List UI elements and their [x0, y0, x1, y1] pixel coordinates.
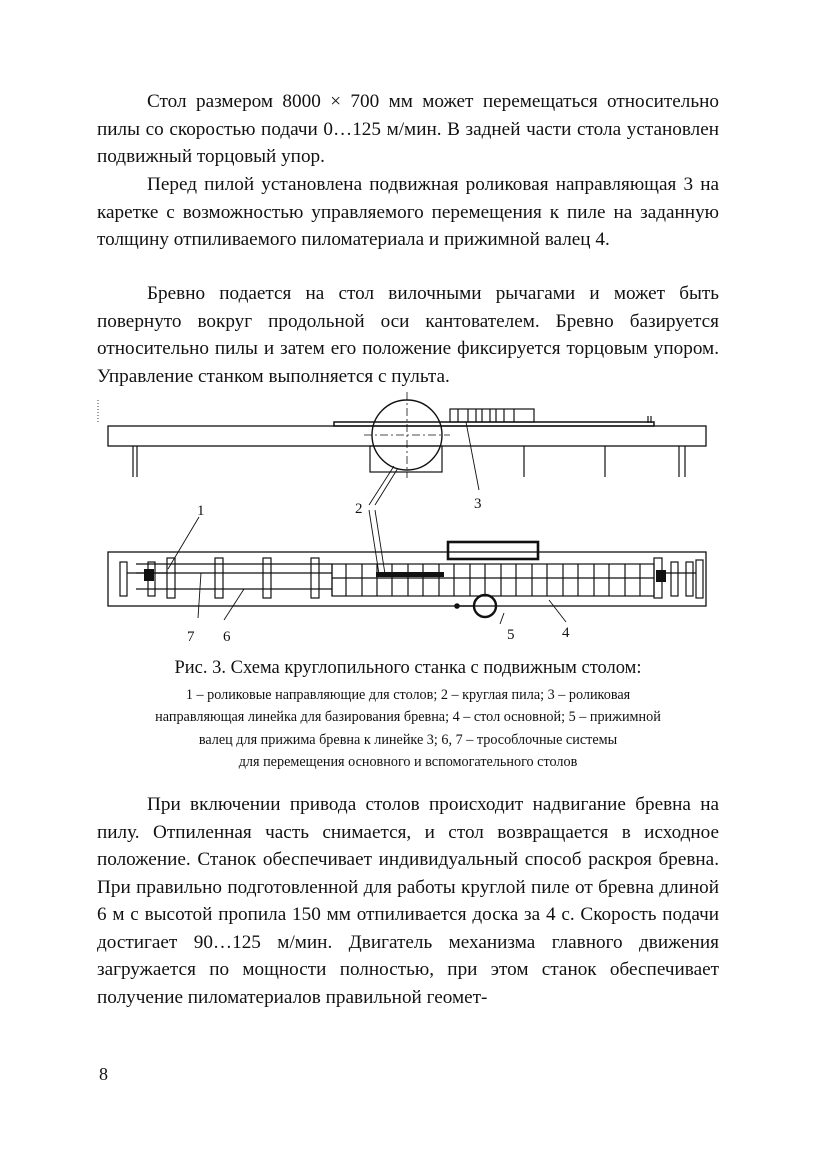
machine-schematic-figure — [96, 392, 720, 650]
guide-bar-plan — [448, 542, 538, 559]
label-1: 1 — [197, 503, 205, 519]
label-6: 6 — [223, 629, 231, 645]
side-view — [98, 392, 706, 505]
label-2: 2 — [355, 501, 363, 517]
page-number: 8 — [99, 1064, 108, 1084]
saw-blade-plan — [376, 572, 444, 577]
legend-line-1: 1 – роликовые направляющие для столов; 2 – круглая пила; 3 – роликовая — [185, 687, 631, 703]
figure-caption-title: Рис. 3. Схема круглопильного станка с подвижным столом: — [174, 658, 642, 678]
legend-line-3: валец для прижима бревна к линейке 3; 6, 7 – трособлочные системы — [198, 731, 618, 748]
paragraph-2: Перед пилой установлена подвижная роликовая направляющая 3 на каретке с возможностью управляемого перемещения к пиле на заданную толщину отпиливаемого пиломатериала и прижимной валец 4. — [97, 174, 719, 250]
paragraph-4: При включении привода столов происходит надвигание бревна на пилу. Отпиленная часть снимается, и стол возвращается в исходное положение. Станок обеспечивает индивидуальный способ раскроя бревна. При правильно подготовленной для работы круглой пиле от бревна длиной 6 м с высотой пропила 150 мм отпиливается доска за 4 с. Скорость подачи достигает 90…125 м/мин. Двигатель механизма главного движения загружается по мощности полностью, при этом станок обеспечивает получение пиломатериалов правильной геомет- — [97, 794, 719, 1008]
figure-caption-legend — [97, 684, 719, 774]
plan-view — [108, 510, 706, 624]
legend-line-4: для перемещения основного и вспомогательного столов — [238, 754, 578, 771]
paragraph-3: Бревно подается на стол вилочными рычагами и может быть повернуто вокруг продольной оси кантователем. Бревно базируется относительно пилы и затем его положение фиксируется торцовым упором. Управление станком выполняется с пульта. — [97, 283, 719, 387]
label-3: 3 — [474, 496, 482, 512]
paragraph-1: Стол размером 8000 × 700 мм может перемещаться относительно пилы со скоростью подачи 0…125 м/мин. В задней части стола установлен подвижный торцовый упор. — [97, 91, 719, 167]
plan-frame — [108, 552, 706, 606]
legend-line-2: направляющая линейка для базирования бревна; 4 – стол основной; 5 – прижимной — [155, 709, 661, 726]
label-7: 7 — [187, 629, 195, 645]
main-table — [332, 564, 654, 596]
label-5: 5 — [507, 627, 515, 643]
label-4: 4 — [562, 625, 570, 641]
